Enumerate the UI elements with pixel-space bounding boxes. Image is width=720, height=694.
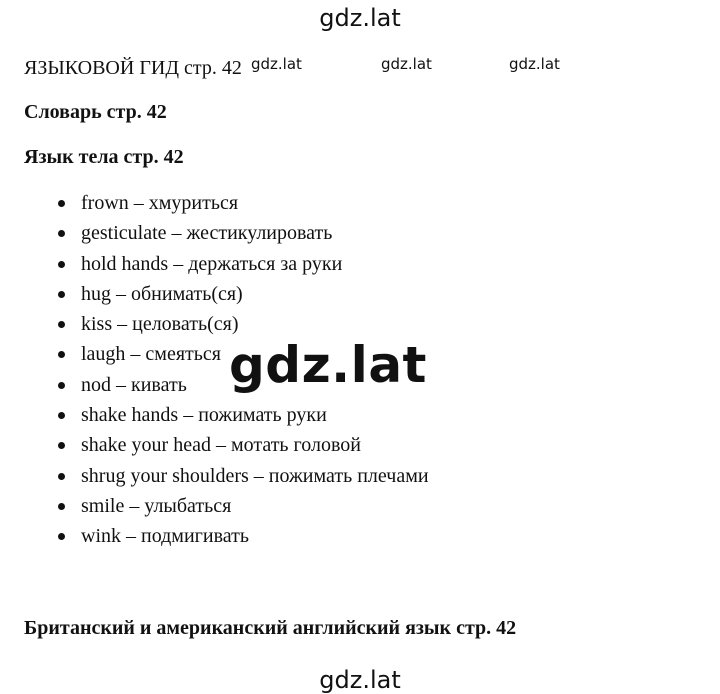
- list-item: [58, 521, 429, 551]
- list-item: [58, 491, 429, 521]
- watermark-small: gdz.lat: [251, 55, 302, 73]
- list-item: [58, 279, 429, 309]
- list-item: [58, 249, 429, 279]
- heading-dictionary: Словарь стр. 42: [24, 101, 167, 123]
- watermark-bottom: gdz.lat: [319, 666, 401, 694]
- vocab-entry: shake your head – мотать головой: [81, 434, 361, 457]
- vocab-entry: kiss – целовать(ся): [81, 313, 239, 336]
- bullet-icon: [58, 473, 65, 480]
- vocab-entry: smile – улыбаться: [81, 494, 232, 517]
- list-item: [58, 188, 429, 218]
- section-title: ЯЗЫКОВОЙ ГИД стр. 42: [24, 57, 242, 79]
- bullet-icon: [58, 382, 65, 389]
- bullet-icon: [58, 200, 65, 207]
- bullet-icon: [58, 261, 65, 268]
- vocab-entry: laugh – смеяться: [81, 343, 221, 366]
- vocab-entry: frown – хмуриться: [81, 192, 239, 214]
- list-item: [58, 309, 429, 339]
- vocab-entry: wink – подмигивать: [81, 525, 249, 548]
- bullet-icon: [58, 351, 65, 358]
- bullet-icon: [58, 533, 65, 540]
- list-item: [58, 430, 429, 460]
- vocab-entry: shake hands – пожимать руки: [81, 404, 327, 427]
- watermark-center: gdz.lat: [229, 336, 427, 394]
- heading-body-language: Язык тела стр. 42: [24, 146, 184, 168]
- list-item: [58, 218, 429, 248]
- bullet-icon: [58, 321, 65, 328]
- bullet-icon: [58, 230, 65, 237]
- bullet-icon: [58, 291, 65, 298]
- heading-british-american: Британский и американский английский язык стр. 42: [24, 617, 517, 639]
- watermark-small: gdz.lat: [509, 55, 560, 73]
- list-item: [58, 400, 429, 430]
- list-item: [58, 461, 429, 491]
- vocab-entry: gesticulate – жестикулировать: [81, 222, 333, 245]
- vocab-entry: hug – обнимать(ся): [81, 282, 243, 305]
- bullet-icon: [58, 503, 65, 510]
- bullet-icon: [58, 442, 65, 449]
- vocab-entry: hold hands – держаться за руки: [81, 252, 343, 275]
- watermark-top: gdz.lat: [319, 4, 401, 32]
- vocab-entry: shrug your shoulders – пожимать плечами: [81, 464, 429, 487]
- watermark-small: gdz.lat: [381, 55, 432, 73]
- vocab-entry: nod – кивать: [81, 373, 187, 396]
- bullet-icon: [58, 412, 65, 419]
